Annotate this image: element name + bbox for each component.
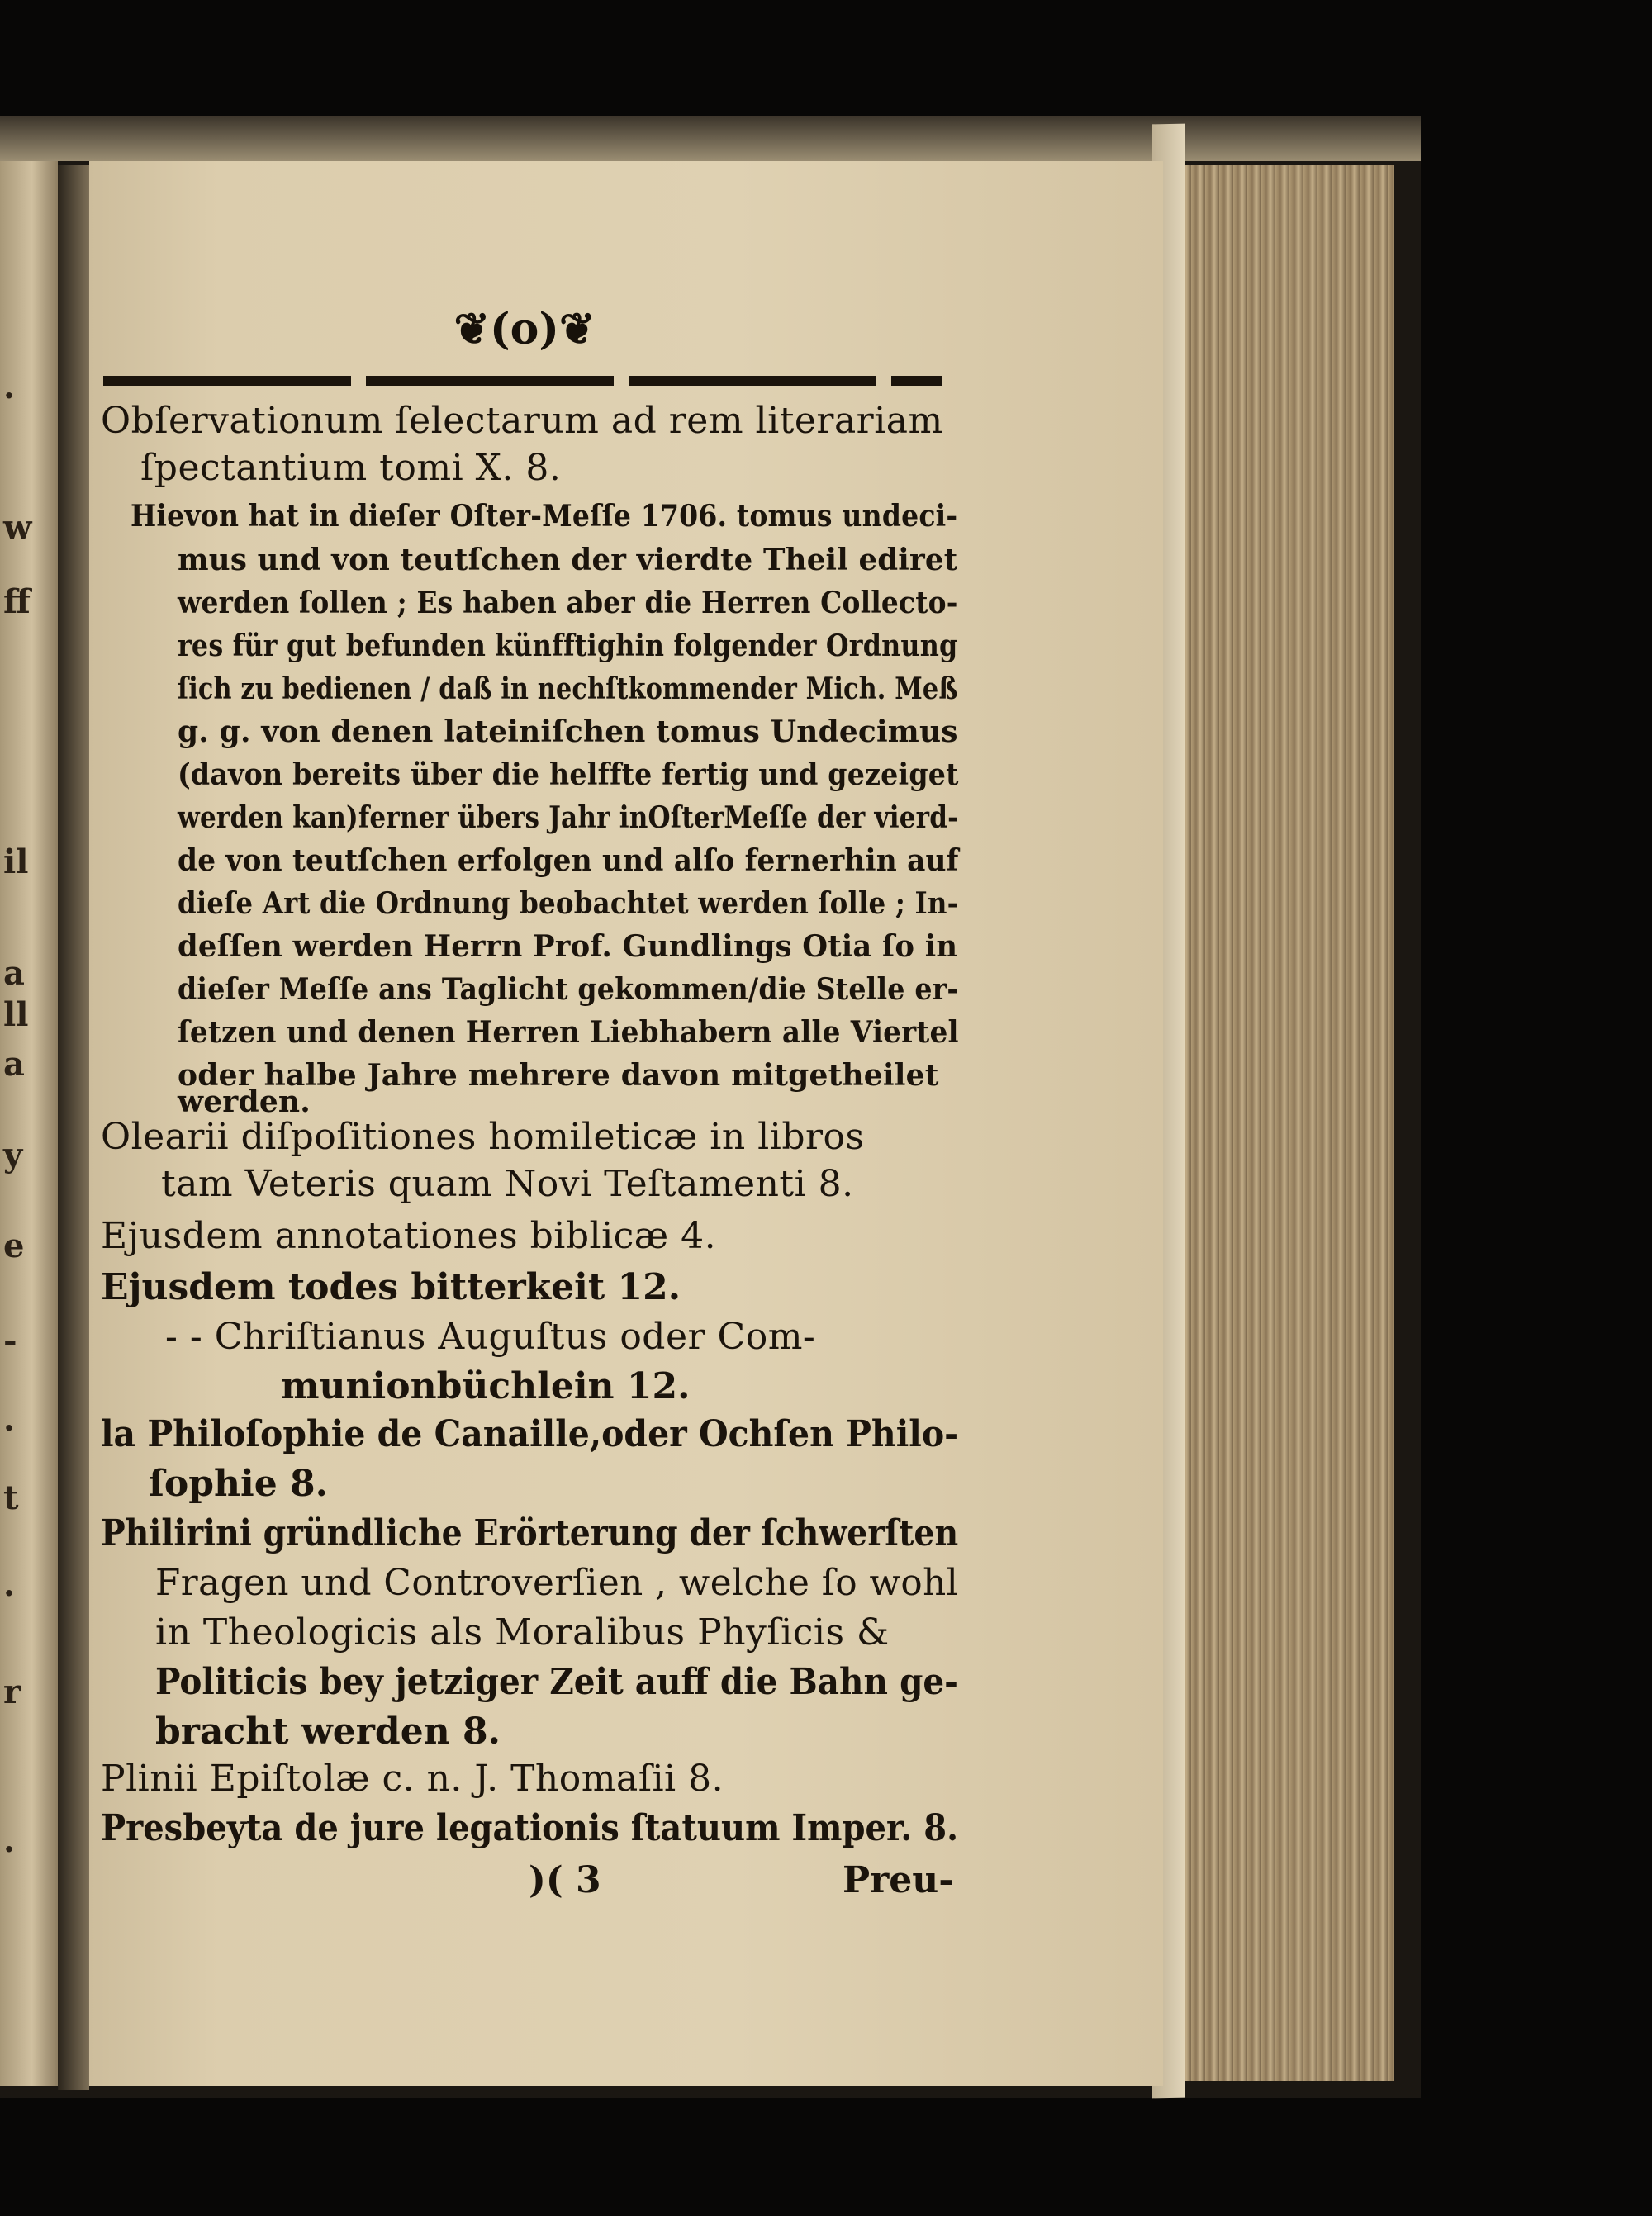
note-line: de von teutſchen erfolgen und alſo fernerhin auf	[178, 843, 959, 878]
catalog-line: Fragen und Controverſien , welche ſo wohl	[155, 1562, 959, 1604]
left-page-fragment: .	[3, 1400, 15, 1439]
note-line: g. g. von denen lateiniſchen tomus Undecimus	[178, 714, 958, 749]
catalog-line: in Theologicis als Moralibus Phyſicis &	[155, 1611, 890, 1654]
binding-top	[0, 116, 1421, 161]
catalog-line: Presbeyta de jure legationis ſtatuum Imper. 8.	[101, 1807, 959, 1849]
catalog-line: la Philoſophie de Canaille,oder Ochſen Philo-	[101, 1413, 959, 1455]
page-fore-edge	[1163, 165, 1394, 2081]
headpiece-ornament-right: ❦	[558, 304, 596, 354]
note-line: mus und von teutſchen der vierdte Theil ediret	[178, 543, 958, 577]
note-line: werden kan)ferner übers Jahr inOſterMeſſe der vierd-	[178, 800, 959, 835]
note-line: (davon bereits über die helffte fertig und gezeiget	[178, 757, 959, 792]
book-gutter	[58, 165, 89, 2090]
note-line: res für gut befunden künfftighin folgender Ordnung	[178, 629, 958, 663]
note-line: werden.	[178, 1084, 311, 1119]
catalog-line: ſpectantium tomi X. 8.	[140, 447, 562, 489]
left-page-fragment: ff	[3, 582, 31, 621]
catalog-line: ſophie 8.	[149, 1463, 328, 1505]
note-line: Hievon hat in dieſer Oſter-Meſſe 1706. tomus undeci-	[131, 499, 958, 534]
page-headpiece	[405, 304, 644, 362]
left-page-fragment: .	[3, 1821, 15, 1860]
note-line: dieſer Meſſe ans Taglicht gekommen/die Stelle er-	[178, 972, 959, 1007]
note-line: werden ſollen ; Es haben aber die Herren Collecto-	[178, 586, 958, 620]
catchword: Preu-	[843, 1859, 954, 1901]
catalog-line: Politicis bey jetziger Zeit auff die Bahn ge-	[155, 1661, 959, 1703]
headpiece-ornament-left: ❦	[453, 304, 491, 354]
signature-mark: )( 3	[529, 1859, 601, 1901]
catalog-line: bracht werden 8.	[155, 1711, 501, 1753]
left-page-fragment: il	[3, 842, 29, 881]
left-page-fragment: ll	[3, 995, 29, 1034]
headpiece-text: (o)	[490, 304, 559, 354]
catalog-line: Philirini gründliche Erörterung der ſchwerſten	[101, 1512, 959, 1554]
header-rule	[103, 376, 942, 386]
note-line: ſetzen und denen Herren Liebhabern alle Viertel	[178, 1015, 959, 1050]
left-page-fragment: .	[3, 1565, 15, 1604]
catalog-line: Ejusdem todes bitterkeit 12.	[101, 1266, 681, 1308]
catalog-line: Ejusdem annotationes biblicæ 4.	[101, 1215, 717, 1257]
catalog-line: Plinii Epiſtolæ c. n. J. Thomaſii 8.	[101, 1758, 724, 1800]
catalog-line: tam Veteris quam Novi Teſtamenti 8.	[161, 1163, 854, 1205]
catalog-line: Olearii diſpoſitiones homileticæ in libros	[101, 1116, 865, 1158]
catalog-line: Obſervationum ſelectarum ad rem literariam	[101, 400, 943, 442]
note-line: oder halbe Jahre mehrere davon mitgetheilet	[178, 1058, 939, 1093]
left-page-fragment: e	[3, 1227, 25, 1265]
left-page-fragment: r	[3, 1673, 21, 1711]
left-page-edge	[0, 161, 58, 2086]
left-page-fragment: t	[3, 1478, 19, 1517]
note-line: ſich zu bedienen / daß in nechſtkommender Mich. Meß	[178, 671, 958, 706]
left-page-fragment: -	[3, 1322, 17, 1360]
left-page-fragment: .	[3, 368, 15, 406]
note-line: deſſen werden Herrn Prof. Gundlings Otia ſo in	[178, 929, 958, 964]
left-page-fragment: y	[3, 1136, 23, 1174]
catalog-line: munionbüchlein 12.	[281, 1365, 691, 1407]
left-page-fragment: a	[3, 954, 25, 993]
left-page-fragment: a	[3, 1045, 25, 1084]
left-page-fragment: w	[3, 508, 32, 547]
note-line: dieſe Art die Ordnung beobachtet werden ſolle ; In-	[178, 886, 959, 921]
catalog-line: - - Chriſtianus Auguſtus oder Com-	[165, 1316, 816, 1358]
